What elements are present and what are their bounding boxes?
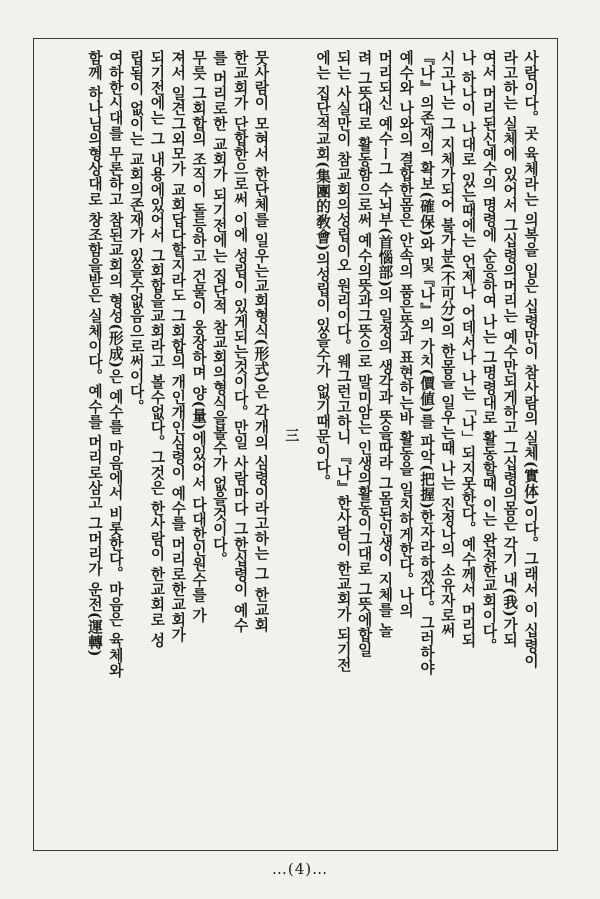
text-column: 져서 일견그외모가 교회답다할지라도 그회합의 개인개인심령이 예수를 머리로한교회가	[169, 50, 187, 643]
text-column: 여하한시대를 무론하고 참된교회의 형성(形成)은 예수를 마음에서 비롯한다。마음은 육체와	[106, 50, 124, 678]
text-column: 『나』의존재의 확보(確保)와 및『나』의 가치(價値)를 파악(把握)한자라하겠다。그러하야	[418, 50, 436, 676]
text-column: 되는 사실만이 참교회의성립이오 원리이다。웨그런고하니 『나』한사람이 한교회가 되기전	[334, 50, 352, 673]
text-column: 에는 집단적교회(集團的敎會)의성립이 있을수가 없기때문이다。	[314, 50, 332, 490]
text-column: 를 머리로한 교회가 되기전에는 집단적 참교회의형식을볼수가 없을것이다。	[210, 50, 228, 567]
text-column: 나 하나이 나대로 있는때에는 언제나 어데서나 나는「나」되지못한다。예수께서 머리되	[459, 50, 477, 648]
text-column: 라고하는 실체에 있어서 그십령의머리는 예수만되게하고 그십령의몸은 각기 내(我)가되	[501, 50, 519, 648]
text-column: 되기전에는 그 내용에있어서 그회합을교회라고 볼수없다。그것은 한사람이 한교회로 성	[148, 50, 166, 648]
text-column: 무릇 그회합의 조직이 돌등하고 건물이 웅장하며 양(量)에있어서 다대한인원수를 가	[190, 50, 208, 623]
text-column: 예수와 나와의 결합한몸은 안속의 품은뜻과 표현하는바 활동을 일치하게한다。나의	[397, 50, 415, 618]
text-column: 립됨이 없이는 교회의존재가 있을수없음으로써이다。	[127, 50, 145, 415]
page-number: …(4)…	[271, 860, 329, 878]
text-column: 사람이다。곳 육체라는 의복을 입은 십령만이 참사람의 실체(實体)이다。그래서 이 십령이	[522, 50, 539, 669]
text-column: 여서 머리된신예수의 명령에 순응하여 나는 그명령대로 활동할때 이는 완전한교회이다。	[480, 50, 498, 654]
text-column	[301, 50, 311, 820]
vertical-text-area	[52, 50, 540, 820]
text-column	[270, 50, 280, 820]
section-heading: 三	[283, 427, 300, 443]
text-column: 한교회가 단합한으로써 이에 성립이 있게되는것이다。만일 사람마다 그한십령이 예수	[231, 50, 249, 633]
text-column: 시고나는 그 지체가되어 불가분(不可分)의 한몸을 일우는때 나는 진정나의 소유자로써	[438, 50, 456, 638]
text-column: 함께 하나님의형상대로 창조함을받은 실체이다。예수를 머리로삼고 그머리가 운전(運轉)	[86, 50, 104, 657]
text-column: 뭇사람이 모혀서 한단체를 일우는교회형식(形式)은 각개의 심령이라고하는 그 한교회	[252, 50, 270, 633]
text-column: 려 그뜻대로 활동함으로써 예수의뜻과그뜻으로 말미암는 인생의활동이그대로 그뜻에합일	[355, 50, 373, 658]
text-column: 머리되신 예수ー그 수뇌부(首惱部)의 일정의 생각과 뜻을따라 그몸된인생이 지체를 놀	[376, 50, 394, 638]
text-columns	[83, 50, 540, 820]
